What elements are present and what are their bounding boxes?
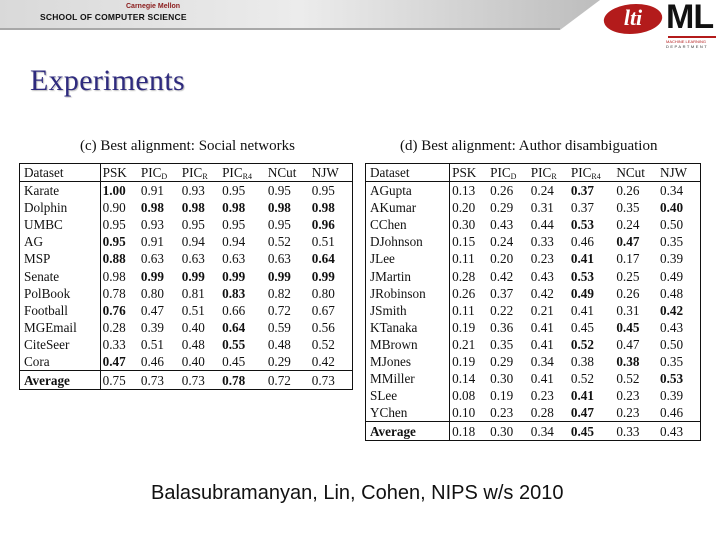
score-cell: 0.20: [490, 251, 514, 267]
dataset-name: DJohnson: [366, 233, 450, 250]
score-cell: 0.55: [222, 336, 246, 352]
score-cell: 0.63: [267, 251, 291, 267]
score-cell: 0.80: [140, 285, 164, 301]
column-header: Dataset: [20, 164, 101, 182]
score-cell: 0.78: [102, 285, 126, 301]
table-header-row: [20, 164, 353, 182]
dataset-name: Dolphin: [20, 199, 101, 216]
score-cell: 0.41: [570, 388, 594, 404]
dataset-name: PolBook: [20, 285, 101, 302]
score-cell: 0.28: [102, 319, 126, 335]
score-cell: 0.26: [616, 285, 640, 301]
lti-logo-text: lti: [623, 5, 643, 30]
table-row: [366, 302, 701, 319]
score-cell: 0.50: [660, 336, 684, 352]
score-cell: 0.98: [311, 200, 335, 216]
score-cell: 0.31: [530, 200, 554, 216]
dataset-name: JLee: [366, 250, 450, 267]
score-cell: 0.11: [452, 251, 475, 267]
score-cell: 0.91: [140, 183, 164, 199]
dataset-name: MSP: [20, 250, 101, 267]
average-score: 0.78: [220, 371, 266, 390]
column-header: NCut: [614, 164, 658, 182]
dataset-name: JSmith: [366, 302, 450, 319]
average-score: 0.43: [658, 422, 700, 441]
score-cell: 0.26: [616, 183, 640, 199]
average-score: 0.73: [180, 371, 220, 390]
score-cell: 0.34: [530, 354, 554, 370]
score-cell: 0.82: [267, 285, 291, 301]
score-cell: 0.95: [267, 183, 291, 199]
average-score: 0.33: [614, 422, 658, 441]
score-cell: 0.10: [452, 405, 476, 421]
score-cell: 0.51: [181, 302, 205, 318]
table-row: [366, 387, 701, 404]
score-cell: 0.22: [490, 302, 514, 318]
score-cell: 0.08: [452, 388, 476, 404]
score-cell: 0.40: [181, 354, 205, 370]
score-cell: 0.98: [102, 268, 126, 284]
dataset-name: MGEmail: [20, 319, 101, 336]
score-cell: 0.99: [140, 268, 164, 284]
score-cell: 0.99: [222, 268, 246, 284]
dataset-name: Football: [20, 302, 101, 319]
score-cell: 0.52: [267, 234, 291, 250]
score-cell: 0.43: [660, 319, 684, 335]
score-cell: 0.41: [530, 336, 554, 352]
table-row: [20, 353, 353, 371]
table-row: [20, 302, 353, 319]
table-row: [20, 336, 353, 353]
table-row: [366, 250, 701, 267]
score-cell: 0.42: [490, 268, 514, 284]
score-cell: 0.46: [570, 234, 594, 250]
table-row: [20, 319, 353, 336]
score-cell: 0.47: [140, 302, 164, 318]
dataset-name: AGupta: [366, 182, 450, 200]
results-table-author: [365, 163, 701, 441]
dataset-name: YChen: [366, 404, 450, 422]
score-cell: 0.81: [181, 285, 205, 301]
dataset-name: JMartin: [366, 268, 450, 285]
score-cell: 0.35: [660, 354, 684, 370]
table-row: [20, 182, 353, 200]
score-cell: 0.25: [616, 268, 640, 284]
score-cell: 0.20: [452, 200, 476, 216]
ml-logo-text: ML: [666, 0, 714, 36]
score-cell: 0.95: [267, 217, 291, 233]
score-cell: 0.52: [616, 371, 640, 387]
school-name: SCHOOL OF COMPUTER SCIENCE: [40, 12, 187, 22]
column-header: $PIC_{R4}$: [220, 164, 266, 182]
dataset-name: AKumar: [366, 199, 450, 216]
score-cell: 0.41: [530, 371, 554, 387]
score-cell: 0.93: [181, 183, 205, 199]
table-row: [20, 268, 353, 285]
column-header: PSK: [450, 164, 489, 182]
score-cell: 0.11: [452, 302, 475, 318]
table-row: [366, 182, 701, 200]
score-cell: 0.95: [102, 234, 126, 250]
score-cell: 0.46: [660, 405, 684, 421]
score-cell: 0.21: [530, 302, 554, 318]
score-cell: 0.45: [570, 319, 594, 335]
score-cell: 0.40: [660, 200, 684, 216]
score-cell: 0.80: [311, 285, 335, 301]
score-cell: 0.49: [660, 268, 684, 284]
score-cell: 0.24: [490, 234, 514, 250]
score-cell: 0.95: [102, 217, 126, 233]
score-cell: 0.72: [267, 302, 291, 318]
dataset-name: MBrown: [366, 336, 450, 353]
table-row: [366, 336, 701, 353]
average-score: 0.73: [310, 371, 353, 390]
score-cell: 0.41: [570, 302, 594, 318]
score-cell: 0.59: [267, 319, 291, 335]
score-cell: 0.41: [530, 319, 554, 335]
score-cell: 0.63: [222, 251, 246, 267]
average-score: 0.45: [569, 422, 614, 441]
score-cell: 0.38: [616, 354, 640, 370]
score-cell: 0.51: [311, 234, 335, 250]
score-cell: 0.91: [140, 234, 164, 250]
score-cell: 0.50: [660, 217, 684, 233]
column-header: NCut: [266, 164, 310, 182]
average-score: 0.72: [266, 371, 310, 390]
score-cell: 0.30: [452, 217, 476, 233]
score-cell: 0.94: [181, 234, 205, 250]
score-cell: 0.98: [222, 200, 246, 216]
average-row: [366, 422, 701, 441]
dataset-name: CChen: [366, 216, 450, 233]
score-cell: 0.23: [530, 251, 554, 267]
dataset-name: Karate: [20, 182, 101, 200]
score-cell: 0.45: [616, 319, 640, 335]
score-cell: 0.51: [140, 336, 164, 352]
score-cell: 0.29: [490, 354, 514, 370]
average-score: 0.75: [100, 371, 139, 390]
score-cell: 0.98: [267, 200, 291, 216]
average-label: Average: [366, 422, 450, 441]
table-row: [20, 199, 353, 216]
lti-logo: [604, 4, 662, 34]
score-cell: 0.37: [570, 183, 594, 199]
score-cell: 0.64: [311, 251, 335, 267]
score-cell: 0.88: [102, 251, 126, 267]
score-cell: 0.47: [616, 234, 640, 250]
score-cell: 0.98: [140, 200, 164, 216]
score-cell: 0.48: [267, 336, 291, 352]
score-cell: 0.53: [570, 217, 594, 233]
column-header: $PIC_R$: [529, 164, 569, 182]
column-header: $PIC_D$: [488, 164, 529, 182]
score-cell: 0.56: [311, 319, 335, 335]
score-cell: 0.52: [570, 371, 594, 387]
score-cell: 0.35: [490, 336, 514, 352]
table-row: [366, 319, 701, 336]
score-cell: 0.30: [490, 371, 514, 387]
score-cell: 0.19: [490, 388, 514, 404]
score-cell: 0.95: [181, 217, 205, 233]
score-cell: 0.99: [181, 268, 205, 284]
score-cell: 0.23: [490, 405, 514, 421]
score-cell: 0.53: [660, 371, 684, 387]
score-cell: 0.66: [222, 302, 246, 318]
score-cell: 0.43: [490, 217, 514, 233]
score-cell: 0.37: [490, 285, 514, 301]
score-cell: 0.33: [530, 234, 554, 250]
score-cell: 0.42: [311, 354, 335, 370]
score-cell: 0.95: [311, 183, 335, 199]
score-cell: 0.90: [102, 200, 126, 216]
score-cell: 0.35: [660, 234, 684, 250]
score-cell: 0.47: [616, 336, 640, 352]
average-score: 0.34: [529, 422, 569, 441]
table-header-row: [366, 164, 701, 182]
score-cell: 0.63: [140, 251, 164, 267]
score-cell: 0.67: [311, 302, 335, 318]
column-header: Dataset: [366, 164, 450, 182]
score-cell: 0.29: [267, 354, 291, 370]
score-cell: 0.23: [530, 388, 554, 404]
score-cell: 0.37: [570, 200, 594, 216]
dataset-name: JRobinson: [366, 285, 450, 302]
score-cell: 0.26: [490, 183, 514, 199]
average-row: [20, 371, 353, 390]
table-row: [366, 199, 701, 216]
table-row: [366, 404, 701, 422]
dataset-name: AG: [20, 233, 101, 250]
score-cell: 0.48: [660, 285, 684, 301]
score-cell: 0.95: [222, 217, 246, 233]
score-cell: 0.53: [570, 268, 594, 284]
column-header: $PIC_{R4}$: [569, 164, 614, 182]
table-row: [20, 233, 353, 250]
score-cell: 0.52: [570, 336, 594, 352]
score-cell: 0.36: [490, 319, 514, 335]
score-cell: 0.34: [660, 183, 684, 199]
average-score: 0.18: [450, 422, 489, 441]
score-cell: 0.52: [311, 336, 335, 352]
dataset-name: MJones: [366, 353, 450, 370]
score-cell: 0.24: [530, 183, 554, 199]
table-row: [366, 216, 701, 233]
score-cell: 0.26: [452, 285, 476, 301]
score-cell: 1.00: [102, 183, 126, 199]
cmu-wordmark: Carnegie Mellon: [126, 3, 181, 10]
score-cell: 0.99: [311, 268, 335, 284]
score-cell: 0.45: [222, 354, 246, 370]
score-cell: 0.24: [616, 217, 640, 233]
score-cell: 0.35: [616, 200, 640, 216]
score-cell: 0.21: [452, 336, 476, 352]
score-cell: 0.28: [530, 405, 554, 421]
score-cell: 0.23: [616, 388, 640, 404]
dataset-name: UMBC: [20, 216, 101, 233]
average-score: 0.30: [488, 422, 529, 441]
citation-footer: Balasubramanyan, Lin, Cohen, NIPS w/s 2010: [151, 482, 564, 504]
slide-title: Experiments: [30, 64, 185, 97]
column-header: $PIC_R$: [180, 164, 220, 182]
dataset-name: Cora: [20, 353, 101, 371]
table-row: [366, 233, 701, 250]
score-cell: 0.47: [570, 405, 594, 421]
score-cell: 0.19: [452, 319, 476, 335]
score-cell: 0.23: [616, 405, 640, 421]
score-cell: 0.28: [452, 268, 476, 284]
column-header: $PIC_D$: [139, 164, 180, 182]
table-row: [366, 268, 701, 285]
dataset-name: MMiller: [366, 370, 450, 387]
table-row: [20, 285, 353, 302]
score-cell: 0.98: [181, 200, 205, 216]
dataset-name: SLee: [366, 387, 450, 404]
column-header: NJW: [310, 164, 353, 182]
score-cell: 0.95: [222, 183, 246, 199]
score-cell: 0.42: [660, 302, 684, 318]
score-cell: 0.76: [102, 302, 126, 318]
score-cell: 0.40: [181, 319, 205, 335]
ml-department-logo: [666, 0, 718, 49]
score-cell: 0.99: [267, 268, 291, 284]
table-row: [366, 370, 701, 387]
ml-logo-department: DEPARTMENT: [666, 44, 709, 49]
score-cell: 0.94: [222, 234, 246, 250]
score-cell: 0.44: [530, 217, 554, 233]
score-cell: 0.47: [102, 354, 126, 370]
score-cell: 0.19: [452, 354, 476, 370]
score-cell: 0.48: [181, 336, 205, 352]
score-cell: 0.29: [490, 200, 514, 216]
table-caption-social: (c) Best alignment: Social networks: [80, 138, 295, 154]
table-row: [20, 216, 353, 233]
score-cell: 0.42: [530, 285, 554, 301]
score-cell: 0.41: [570, 251, 594, 267]
score-cell: 0.93: [140, 217, 164, 233]
average-score: 0.73: [139, 371, 180, 390]
table-row: [366, 353, 701, 370]
score-cell: 0.96: [311, 217, 335, 233]
score-cell: 0.33: [102, 336, 126, 352]
score-cell: 0.17: [616, 251, 640, 267]
dataset-name: CiteSeer: [20, 336, 101, 353]
ml-logo-subtitle: MACHINE LEARNING: [666, 39, 707, 44]
average-label: Average: [20, 371, 101, 390]
score-cell: 0.63: [181, 251, 205, 267]
score-cell: 0.64: [222, 319, 246, 335]
results-table-social: [19, 163, 353, 390]
table-row: [20, 250, 353, 267]
score-cell: 0.49: [570, 285, 594, 301]
column-header: PSK: [100, 164, 139, 182]
dataset-name: Senate: [20, 268, 101, 285]
score-cell: 0.39: [140, 319, 164, 335]
score-cell: 0.46: [140, 354, 164, 370]
score-cell: 0.83: [222, 285, 246, 301]
table-row: [366, 285, 701, 302]
score-cell: 0.14: [452, 371, 476, 387]
score-cell: 0.38: [570, 354, 594, 370]
score-cell: 0.31: [616, 302, 640, 318]
score-cell: 0.13: [452, 183, 476, 199]
score-cell: 0.43: [530, 268, 554, 284]
column-header: NJW: [658, 164, 700, 182]
table-caption-author: (d) Best alignment: Author disambiguation: [400, 138, 658, 154]
dataset-name: KTanaka: [366, 319, 450, 336]
score-cell: 0.39: [660, 388, 684, 404]
score-cell: 0.15: [452, 234, 476, 250]
score-cell: 0.39: [660, 251, 684, 267]
